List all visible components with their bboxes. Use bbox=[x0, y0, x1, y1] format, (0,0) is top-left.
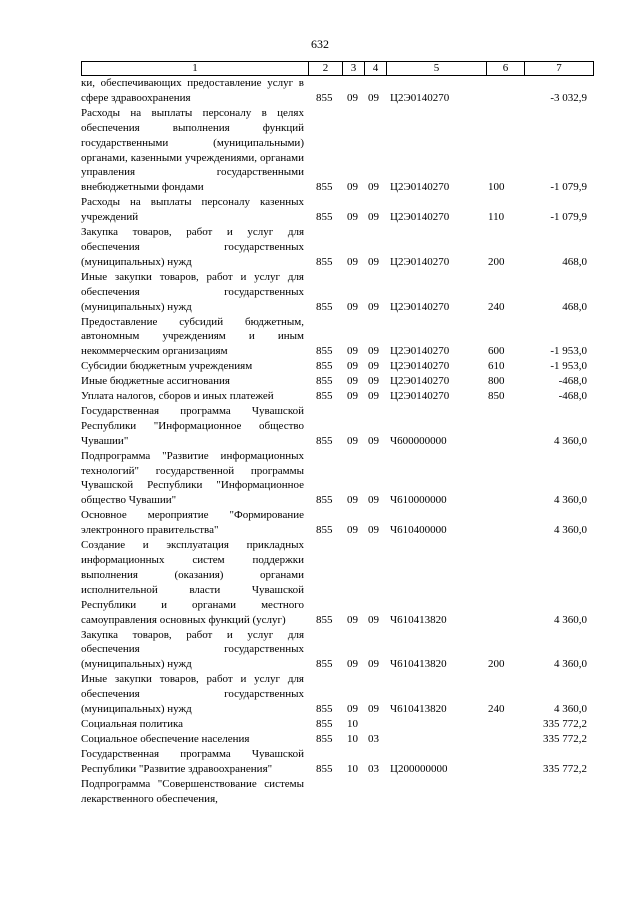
row-expense-type-code: 240 bbox=[488, 300, 505, 313]
table-row bbox=[81, 404, 593, 449]
table-row bbox=[81, 628, 593, 673]
row-grbs-code: 855 bbox=[316, 732, 333, 745]
row-section-code: 09 bbox=[347, 494, 358, 507]
row-subsection-code: 09 bbox=[368, 345, 379, 358]
row-target-code: Ц2Э0140270 bbox=[390, 211, 450, 224]
row-amount: -3 032,9 bbox=[550, 91, 587, 104]
row-subsection-code: 09 bbox=[368, 300, 379, 313]
row-target-code: Ч610000000 bbox=[390, 494, 447, 507]
row-grbs-code: 855 bbox=[316, 703, 333, 716]
row-amount: 4 360,0 bbox=[554, 434, 587, 447]
row-subsection-code: 09 bbox=[368, 390, 379, 403]
page-number: 632 bbox=[311, 37, 329, 51]
row-name: Подпрограмма "Совершенствование системы лекарственного обеспечения, bbox=[81, 777, 304, 805]
row-subsection-code: 09 bbox=[368, 613, 379, 626]
row-amount: -1 953,0 bbox=[550, 345, 587, 358]
row-name: Государственная программа Чувашской Республики "Информационное общество Чувашии" bbox=[81, 404, 304, 447]
table-row bbox=[81, 106, 593, 195]
row-subsection-code: 09 bbox=[368, 360, 379, 373]
row-amount: 335 772,2 bbox=[543, 717, 587, 730]
table-row bbox=[81, 359, 593, 374]
row-subsection-code: 09 bbox=[368, 703, 379, 716]
row-expense-type-code: 110 bbox=[488, 211, 505, 224]
row-target-code: Ц2Э0140270 bbox=[390, 360, 450, 373]
row-section-code: 09 bbox=[347, 300, 358, 313]
row-expense-type-code: 610 bbox=[488, 360, 505, 373]
row-name: Социальная политика bbox=[81, 717, 184, 730]
row-grbs-code: 855 bbox=[316, 211, 333, 224]
row-subsection-code: 09 bbox=[368, 524, 379, 537]
row-name: Иные закупки товаров, работ и услуг для обеспечения государственных (муниципальных) нужд bbox=[81, 270, 304, 313]
row-amount: 4 360,0 bbox=[554, 494, 587, 507]
row-section-code: 09 bbox=[347, 255, 358, 268]
table-row bbox=[81, 538, 593, 627]
table-row bbox=[81, 732, 593, 747]
row-name: Государственная программа Чувашской Республики "Развитие здравоохранения" bbox=[81, 747, 304, 775]
row-grbs-code: 855 bbox=[316, 524, 333, 537]
row-section-code: 10 bbox=[347, 762, 358, 775]
row-grbs-code: 855 bbox=[316, 360, 333, 373]
row-target-code: Ч610400000 bbox=[390, 524, 447, 537]
row-grbs-code: 855 bbox=[316, 345, 333, 358]
row-name: Создание и эксплуатация прикладных информационных систем поддержки выполнения (оказания) органами исполнительной власти Чувашской Республики и органами местного самоуправления основных функций (услуг) bbox=[81, 539, 304, 626]
row-grbs-code: 855 bbox=[316, 255, 333, 268]
row-section-code: 09 bbox=[347, 181, 358, 194]
row-grbs-code: 855 bbox=[316, 434, 333, 447]
column-header-6: 6 bbox=[487, 62, 525, 76]
row-amount: 468,0 bbox=[562, 300, 587, 313]
row-amount: 4 360,0 bbox=[554, 703, 587, 716]
row-name: Подпрограмма "Развитие информационных технологий" государственной программы Чувашской Республики "Информационное общество Чувашии" bbox=[81, 449, 304, 507]
table-header bbox=[81, 61, 594, 76]
column-header-3: 3 bbox=[343, 62, 365, 76]
row-section-code: 09 bbox=[347, 390, 358, 403]
row-amount: 4 360,0 bbox=[554, 613, 587, 626]
row-section-code: 09 bbox=[347, 613, 358, 626]
row-subsection-code: 09 bbox=[368, 181, 379, 194]
row-subsection-code: 09 bbox=[368, 91, 379, 104]
row-section-code: 09 bbox=[347, 91, 358, 104]
row-grbs-code: 855 bbox=[316, 658, 333, 671]
row-grbs-code: 855 bbox=[316, 181, 333, 194]
table-row bbox=[81, 270, 593, 315]
row-subsection-code: 09 bbox=[368, 255, 379, 268]
row-section-code: 09 bbox=[347, 345, 358, 358]
row-amount: 4 360,0 bbox=[554, 658, 587, 671]
row-name: Основное мероприятие "Формирование электронного правительства" bbox=[81, 509, 304, 537]
row-grbs-code: 855 bbox=[316, 91, 333, 104]
row-target-code: Ц2Э0140270 bbox=[390, 345, 450, 358]
row-amount: -468,0 bbox=[558, 375, 587, 388]
row-target-code: Ч610413820 bbox=[390, 613, 447, 626]
table-row bbox=[81, 717, 593, 732]
row-target-code: Ц2Э0140270 bbox=[390, 390, 450, 403]
row-amount: 4 360,0 bbox=[554, 524, 587, 537]
row-expense-type-code: 600 bbox=[488, 345, 505, 358]
row-amount: 335 772,2 bbox=[543, 732, 587, 745]
row-target-code: Ц2Э0140270 bbox=[390, 91, 450, 104]
column-header-2: 2 bbox=[309, 62, 343, 76]
row-name: Социальное обеспечение населения bbox=[81, 732, 250, 745]
row-expense-type-code: 800 bbox=[488, 375, 505, 388]
table-body bbox=[81, 76, 593, 806]
row-grbs-code: 855 bbox=[316, 300, 333, 313]
row-amount: -1 079,9 bbox=[550, 211, 587, 224]
row-grbs-code: 855 bbox=[316, 375, 333, 388]
row-amount: -1 953,0 bbox=[550, 360, 587, 373]
column-header-5: 5 bbox=[387, 62, 487, 76]
table-row bbox=[81, 76, 593, 106]
row-name: Расходы на выплаты персоналу казенных учреждений bbox=[81, 196, 304, 224]
row-grbs-code: 855 bbox=[316, 717, 333, 730]
row-amount: -468,0 bbox=[558, 390, 587, 403]
row-name: Уплата налогов, сборов и иных платежей bbox=[81, 390, 274, 403]
row-subsection-code: 09 bbox=[368, 494, 379, 507]
row-subsection-code: 09 bbox=[368, 434, 379, 447]
row-target-code: Ч610413820 bbox=[390, 658, 447, 671]
row-grbs-code: 855 bbox=[316, 762, 333, 775]
row-target-code: Ц200000000 bbox=[390, 762, 448, 775]
row-name: ки, обеспечивающих предоставление услуг в сфере здравоохранения bbox=[81, 77, 304, 104]
row-subsection-code: 09 bbox=[368, 211, 379, 224]
row-target-code: Ч600000000 bbox=[390, 434, 447, 447]
row-section-code: 09 bbox=[347, 434, 358, 447]
row-subsection-code: 03 bbox=[368, 762, 379, 775]
row-name: Иные закупки товаров, работ и услуг для обеспечения государственных (муниципальных) нужд bbox=[81, 673, 304, 716]
row-name: Субсидии бюджетным учреждениям bbox=[81, 360, 253, 373]
row-section-code: 09 bbox=[347, 524, 358, 537]
row-name: Расходы на выплаты персоналу в целях обеспечения выполнения функций государственными (муниципальными) органами, казенными учреждениями, органами управления государственными внебюджетными фондами bbox=[81, 106, 304, 194]
table-row bbox=[81, 374, 593, 389]
row-expense-type-code: 200 bbox=[488, 658, 505, 671]
row-subsection-code: 03 bbox=[368, 732, 379, 745]
row-expense-type-code: 240 bbox=[488, 703, 505, 716]
table-row bbox=[81, 747, 593, 777]
row-grbs-code: 855 bbox=[316, 494, 333, 507]
column-header-1: 1 bbox=[82, 62, 309, 76]
row-amount: 468,0 bbox=[562, 255, 587, 268]
row-expense-type-code: 850 bbox=[488, 390, 505, 403]
row-section-code: 09 bbox=[347, 360, 358, 373]
row-section-code: 09 bbox=[347, 703, 358, 716]
row-section-code: 09 bbox=[347, 658, 358, 671]
table-row bbox=[81, 225, 593, 270]
table-row bbox=[81, 777, 593, 807]
row-subsection-code: 09 bbox=[368, 375, 379, 388]
row-name: Закупка товаров, работ и услуг для обеспечения государственных (муниципальных) нужд bbox=[81, 628, 304, 671]
row-amount: 335 772,2 bbox=[543, 762, 587, 775]
column-header-7: 7 bbox=[525, 62, 594, 76]
row-expense-type-code: 200 bbox=[488, 255, 505, 268]
table-row bbox=[81, 389, 593, 404]
row-name: Предоставление субсидий бюджетным, автономным учреждениям и иным некоммерческим организациям bbox=[81, 315, 304, 358]
row-section-code: 10 bbox=[347, 717, 358, 730]
row-expense-type-code: 100 bbox=[488, 181, 505, 194]
row-grbs-code: 855 bbox=[316, 390, 333, 403]
row-name: Иные бюджетные ассигнования bbox=[81, 375, 230, 388]
row-section-code: 09 bbox=[347, 211, 358, 224]
table-row bbox=[81, 195, 593, 225]
row-section-code: 10 bbox=[347, 732, 358, 745]
row-section-code: 09 bbox=[347, 375, 358, 388]
row-target-code: Ч610413820 bbox=[390, 703, 447, 716]
row-subsection-code: 09 bbox=[368, 658, 379, 671]
row-target-code: Ц2Э0140270 bbox=[390, 300, 450, 313]
column-header-4: 4 bbox=[365, 62, 387, 76]
table-row bbox=[81, 449, 593, 509]
table-row bbox=[81, 672, 593, 717]
row-amount: -1 079,9 bbox=[550, 181, 587, 194]
row-grbs-code: 855 bbox=[316, 613, 333, 626]
table-row bbox=[81, 315, 593, 360]
row-target-code: Ц2Э0140270 bbox=[390, 255, 450, 268]
row-target-code: Ц2Э0140270 bbox=[390, 375, 450, 388]
table-row bbox=[81, 508, 593, 538]
row-target-code: Ц2Э0140270 bbox=[390, 181, 450, 194]
row-name: Закупка товаров, работ и услуг для обеспечения государственных (муниципальных) нужд bbox=[81, 226, 304, 268]
